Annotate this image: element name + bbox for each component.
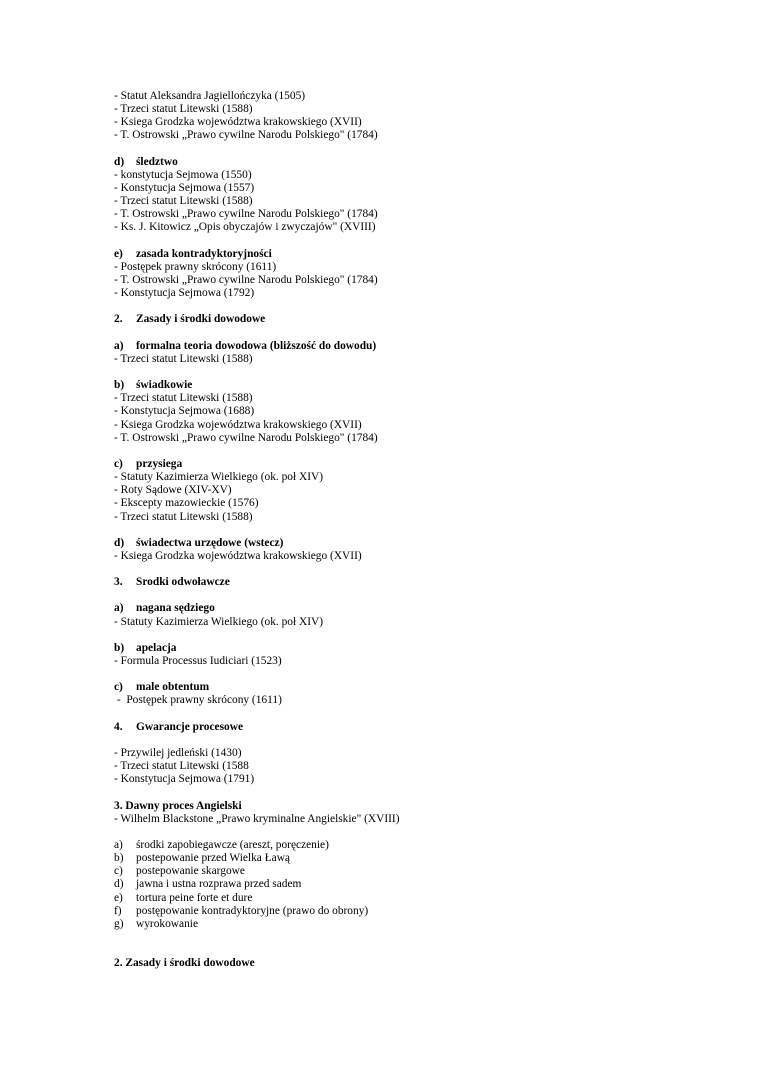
blank-line — [114, 668, 674, 681]
item-text: przysiega — [136, 457, 183, 470]
blank-line — [114, 944, 674, 957]
list-entry: - Ksiega Grodzka województwa krakowskiego (XVII) — [114, 116, 362, 129]
subsection-heading — [114, 681, 674, 694]
item-label: e) — [114, 891, 123, 904]
blank-line — [114, 327, 674, 340]
item-label: 3. — [114, 576, 123, 589]
blank-line — [114, 143, 674, 156]
item-label: d) — [114, 878, 124, 891]
item-text: nagana sędziego — [136, 602, 215, 615]
item-label: d) — [114, 536, 125, 549]
item-text: zasada kontradyktoryjności — [136, 247, 272, 260]
blank-line — [114, 629, 674, 642]
list-entry: - Trzeci statut Litewski (1588) — [114, 352, 253, 365]
blank-line — [114, 366, 674, 379]
document-body — [114, 90, 674, 970]
list-entry: - Postępek prawny skrócony (1611) — [114, 694, 282, 707]
item-label: b) — [114, 379, 125, 392]
item-label: c) — [114, 681, 123, 694]
list-entry: - Ekscepty mazowieckie (1576) — [114, 497, 259, 510]
item-text: apelacja — [136, 641, 177, 654]
item-text: świadectwa urzędowe (wstecz) — [136, 536, 284, 549]
subsection-heading — [114, 313, 674, 326]
item-text: Zasady i środki dowodowe — [136, 313, 266, 326]
numbered-item — [114, 905, 674, 918]
blank-line — [114, 445, 674, 458]
item-text: śledztwo — [136, 155, 178, 168]
item-label: 2. — [114, 313, 123, 326]
blank-line — [114, 589, 674, 602]
list-entry: - konstytucja Sejmowa (1550) — [114, 168, 252, 181]
subsection-heading — [114, 576, 674, 589]
blank-line — [114, 786, 674, 799]
numbered-item — [114, 892, 674, 905]
item-text: postepowanie skargowe — [136, 865, 245, 878]
list-entry: - Statut Aleksandra Jagiellończyka (1505) — [114, 90, 306, 102]
subsection-heading — [114, 721, 674, 734]
blank-line — [114, 524, 674, 537]
list-entry: - Statuty Kazimierza Wielkiego (ok. poł XIV) — [114, 471, 324, 484]
item-text: jawna i ustna rozprawa przed sadem — [136, 878, 302, 891]
numbered-item — [114, 918, 674, 931]
numbered-item — [114, 865, 674, 878]
list-entry: - Roty Sądowe (XIV-XV) — [114, 484, 232, 497]
list-entry: - Trzeci statut Litewski (1588) — [114, 195, 253, 208]
list-entry: - T. Ostrowski „Prawo cywilne Narodu Polskiego" (1784) — [114, 129, 378, 142]
item-text: Gwarancje procesowe — [136, 720, 244, 733]
list-entry: - Wilhelm Blackstone „Prawo kryminalne Angielskie" (XVIII) — [114, 812, 400, 825]
subsection-heading — [114, 537, 674, 550]
list-entry: - T. Ostrowski „Prawo cywilne Narodu Polskiego" (1784) — [114, 273, 378, 286]
list-entry: - Trzeci statut Litewski (1588) — [114, 510, 253, 523]
subsection-heading — [114, 340, 674, 353]
list-entry: - Konstytucja Sejmowa (1791) — [114, 773, 255, 786]
item-label: b) — [114, 852, 124, 865]
list-entry: - Trzeci statut Litewski (1588) — [114, 392, 253, 405]
list-entry: - Trzeci statut Litewski (1588 — [114, 760, 249, 773]
item-text: postępowanie kontradyktoryjne (prawo do obrony) — [136, 904, 369, 917]
numbered-item — [114, 852, 674, 865]
item-text: formalna teoria dowodowa (bliższość do dowodu) — [136, 339, 377, 352]
numbered-item — [114, 878, 674, 891]
item-label: e) — [114, 247, 123, 260]
blank-line — [114, 708, 674, 721]
item-text: postepowanie przed Wielka Ławą — [136, 852, 290, 865]
blank-line — [114, 931, 674, 944]
list-entry: - T. Ostrowski „Prawo cywilne Narodu Polskiego" (1784) — [114, 208, 378, 221]
list-entry: - Formula Processus Iudiciari (1523) — [114, 655, 282, 668]
subsection-heading — [114, 156, 674, 169]
list-entry: - T. Ostrowski „Prawo cywilne Narodu Polskiego" (1784) — [114, 431, 378, 444]
item-label: d) — [114, 155, 125, 168]
item-label: c) — [114, 865, 123, 878]
item-text: wyrokowanie — [136, 917, 198, 930]
list-entry: - Trzeci statut Litewski (1588) — [114, 103, 253, 116]
subsection-heading — [114, 642, 674, 655]
subsection-heading — [114, 379, 674, 392]
list-entry: - Ks. J. Kitowicz „Opis obyczajów i zwyczajów" (XVIII) — [114, 221, 376, 234]
item-text: środki zapobiegawcze (areszt, poręczenie) — [136, 839, 329, 852]
item-label: b) — [114, 641, 125, 654]
section-heading: 3. Dawny proces Angielski — [114, 799, 242, 812]
subsection-heading — [114, 458, 674, 471]
list-entry: - Statuty Kazimierza Wielkiego (ok. poł XIV) — [114, 615, 324, 628]
subsection-heading — [114, 602, 674, 615]
blank-line — [114, 563, 674, 576]
list-entry: - Ksiega Grodzka województwa krakowskiego (XVII) — [114, 549, 362, 562]
list-entry: - Konstytucja Sejmowa (1688) — [114, 405, 255, 418]
list-entry: - Przywilej jedleński (1430) — [114, 747, 242, 760]
subsection-heading — [114, 248, 674, 261]
item-label: c) — [114, 457, 123, 470]
item-text: świadkowie — [136, 379, 193, 392]
item-label: f) — [114, 904, 122, 917]
item-label: a) — [114, 839, 123, 852]
item-text: tortura peine forte et dure — [136, 891, 253, 904]
blank-line — [114, 826, 674, 839]
item-label: a) — [114, 602, 124, 615]
section-heading: 2. Zasady i środki dowodowe — [114, 957, 255, 970]
list-entry: - Konstytucja Sejmowa (1792) — [114, 287, 255, 300]
blank-line — [114, 300, 674, 313]
item-text: Srodki odwoławcze — [136, 576, 230, 589]
list-entry: - Konstytucja Sejmowa (1557) — [114, 181, 255, 194]
blank-line — [114, 734, 674, 747]
blank-line — [114, 235, 674, 248]
list-entry: - Ksiega Grodzka województwa krakowskiego (XVII) — [114, 418, 362, 431]
item-text: male obtentum — [136, 681, 210, 694]
item-label: g) — [114, 917, 124, 930]
list-entry: - Postępek prawny skrócony (1611) — [114, 260, 277, 273]
item-label: a) — [114, 339, 124, 352]
item-label: 4. — [114, 720, 123, 733]
numbered-item — [114, 839, 674, 852]
